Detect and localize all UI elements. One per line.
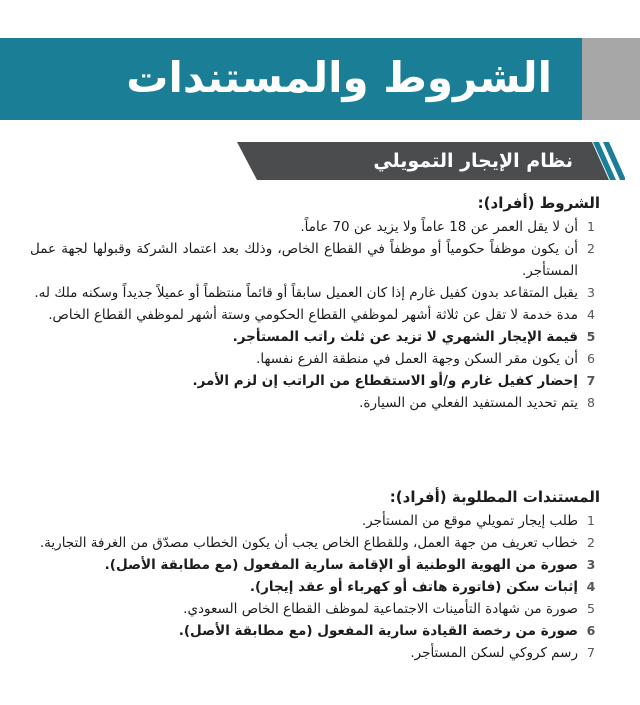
item-text: أن يكون موظفاً حكومياً أو موظفاً في القطاع الخاص، وذلك بعد اعتماد الشركة وقبولها لجهة عمل المستأجر. (30, 241, 578, 279)
item-text: طلب إيجار تمويلي موقع من المستأجر. (361, 513, 578, 529)
item-number: 5 (586, 329, 596, 344)
documents-heading: المستندات المطلوبة (أفراد): (389, 488, 600, 506)
item-number: 3 (587, 285, 595, 300)
banner-grey-accent (582, 38, 640, 120)
item-number: 1 (587, 513, 595, 528)
title-banner (0, 38, 640, 120)
item-number: 3 (586, 557, 596, 572)
item-number: 1 (587, 219, 595, 234)
document-item (30, 532, 600, 554)
item-number: 2 (587, 535, 595, 550)
condition-item (30, 392, 600, 414)
item-number: 8 (587, 395, 595, 410)
item-number: 4 (587, 307, 595, 322)
document-item (30, 510, 600, 532)
item-text: قيمة الإيجار الشهري لا تزيد عن ثلث راتب المستأجر. (232, 329, 578, 345)
item-text: يقبل المتقاعد بدون كفيل غارم إذا كان العميل سابقاً أو قائماً منتظماً أو عميلاً جديداً وسكنه ملك له. (34, 285, 578, 301)
documents-section (30, 486, 600, 664)
document-item (30, 642, 600, 664)
document-item (30, 554, 600, 576)
conditions-list (30, 216, 600, 414)
item-number: 5 (587, 601, 595, 616)
item-text: أن لا يقل العمر عن 18 عاماً ولا يزيد عن 70 عاماً. (300, 219, 578, 235)
section-title: نظام الإيجار التمويلي (373, 150, 573, 172)
documents-list (30, 510, 600, 664)
item-text: إثبات سكن (فاتورة هاتف أو كهرباء أو عقد إيجار). (249, 579, 578, 595)
section-header-bar (237, 142, 625, 180)
item-number: 4 (586, 579, 596, 594)
item-text: صورة من رخصة القيادة سارية المفعول (مع مطابقة الأصل). (178, 623, 578, 639)
item-number: 6 (586, 623, 596, 638)
condition-item (30, 282, 600, 304)
item-number: 7 (586, 373, 596, 388)
item-text: صورة من الهوية الوطنية أو الإقامة سارية المفعول (مع مطابقة الأصل). (104, 557, 578, 573)
condition-item (30, 326, 600, 348)
item-text: خطاب تعريف من جهة العمل، وللقطاع الخاص يجب أن يكون الخطاب مصدّق من الغرفة التجارية. (39, 535, 578, 551)
document-item (30, 620, 600, 642)
document-item (30, 598, 600, 620)
item-number: 6 (587, 351, 595, 366)
condition-item (30, 238, 600, 282)
condition-item (30, 348, 600, 370)
item-text: يتم تحديد المستفيد الفعلي من السيارة. (359, 395, 578, 411)
item-text: إحضار كفيل غارم و/أو الاستقطاع من الراتب إن لزم الأمر. (192, 373, 578, 389)
item-number: 7 (587, 645, 595, 660)
condition-item (30, 216, 600, 238)
document-item (30, 576, 600, 598)
conditions-section (30, 192, 600, 414)
item-number: 2 (587, 241, 595, 256)
item-text: صورة من شهادة التأمينات الاجتماعية لموظف القطاع الخاص السعودي. (183, 601, 578, 617)
condition-item (30, 370, 600, 392)
item-text: رسم كروكي لسكن المستأجر. (410, 645, 578, 661)
condition-item (30, 304, 600, 326)
conditions-heading: الشروط (أفراد): (477, 194, 600, 212)
item-text: أن يكون مقر السكن وجهة العمل في منطقة الفرع نفسها. (256, 351, 578, 367)
item-text: مدة خدمة لا تقل عن ثلاثة أشهر لموظفي القطاع الحكومي وستة أشهر لموظفي القطاع الخاص. (48, 307, 578, 323)
page-title: الشروط والمستندات (126, 53, 552, 102)
